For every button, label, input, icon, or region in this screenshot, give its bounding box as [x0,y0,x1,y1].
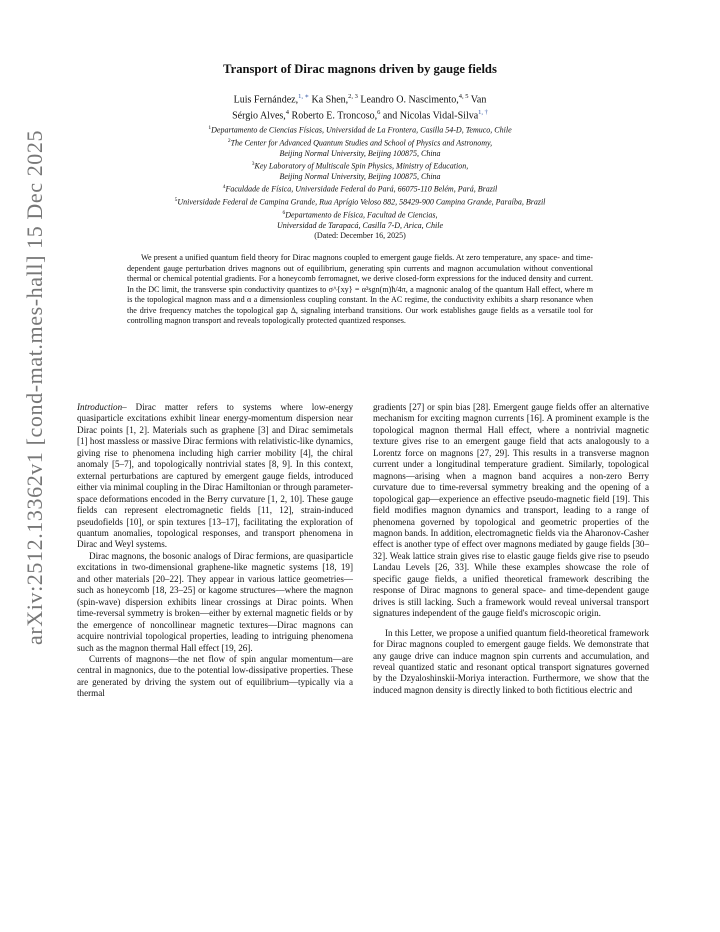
affiliation-line: $^5$Universidade Federal de Campina Grande, Rua Aprígio Veloso 882, 58429-900 Campina Grande, Paraíba, Brazil [174,196,546,207]
date-line: (Dated: December 16, 2025) [314,230,406,240]
author-name: Ka Shen, [309,94,349,106]
section-label: Introduction– [77,402,127,412]
right-column [373,402,649,696]
paragraph: gradients [27] or spin bias [28]. Emergent gauge fields offer an alternative mechanism for exciting magnon currents [16]. A prominent example is the topological magnon thermal Hall effect, where a nontrivial magnetic texture gives rise to an emergent gauge field that acts analogously to a Lorentz force on magnons [27, 29]. This results in a transverse magnon current under a longitudinal temperature gradient. Similarly, topological magnons—arising when a magnon band acquires a non-zero Berry curvature due to time-reversal symmetry breaking and the opening of a topological gap—experience an effective pseudo-magnetic field [19]. This field modifies magnon dynamics and transport, leading to a range of phenomena governed by topological and geometric properties of the magnon bands. In addition, electromagnetic fields via the Aharonov-Casher effect is another type of effect over magnons mediated by gauge fields [30–32]. Weak lattice strain gives rise to elastic gauge fields give rise to pseudo Landau Levels [26, 33]. While these examples showcase the role of specific gauge fields, a unified theoretical framework describing the response of Dirac magnons to general space- and time-dependent gauge drives is still lacking. Such a framework would reveal universal transport signatures independent of the gauge field's microscopic origin. [373,402,649,619]
abstract: We present a unified quantum field theory for Dirac magnons coupled to emergent gauge fields. At zero temperature, any space- and time-dependent gauge perturbation drives magnons out of equilibrium, generating spin currents and magnon accumulation without conventional thermal or chemical potential gradients. For a honeycomb ferromagnet, we derive closed-form expressions for the induced density and current. In the DC limit, the transverse spin conductivity quantizes to σ^{xy} = α²sgn(m)ħ/4π, a magnonic analog of the quantum Hall effect, where m is the topological magnon mass and α a dimensionless coupling constant. In the AC regime, the conductivity exhibits a sharp resonance when the drive frequency matches the topological gap Δ, signaling interband transitions. Our work establishes gauge fields as a versatile tool for controlling magnon transport and reveals topologically protected quantized responses. [127,253,593,325]
author-affil-mark: 1, ∗ [298,93,309,100]
paragraph: Dirac magnons, the bosonic analogs of Dirac fermions, are quasiparticle excitations in two-dimensional graphene-like magnetic systems [18, 19] and other materials [20–22]. They appear in various lattice geometries—such as honeycomb [18, 23–25] or kagome structures—where the magnon (spin-wave) dispersion exhibits linear crossings at Dirac points. When time-reversal symmetry is broken—either by external magnetic fields or by the emergence of noncollinear magnetic textures—Dirac magnons can acquire nontrivial topological properties, leading to intriguing phenomena such as the magnon thermal Hall effect [19, 26]. [77,550,353,653]
affiliation-line: $^4$Faculdade de Física, Universidade Federal do Pará, 66075-110 Belém, Pará, Brazil [222,183,498,194]
author-name: Luis Fernández, [233,94,299,106]
paragraph: Currents of magnons—the net flow of spin angular momentum—are central in magnonics, due to the potential low-dissipative properties. These are generated by driving the system out of equilibrium—typically via a thermal [77,653,353,699]
affiliation-line: $^3$Key Laboratory of Multiscale Spin Physics, Ministry of Education, [251,160,469,171]
author-name: Sérgio Alves, [232,110,286,122]
paragraph [77,402,353,551]
author-name: Roberto E. Troncoso, [289,110,378,122]
paragraph: In this Letter, we propose a unified quantum field-theoretical framework for Dirac magnons coupled to emergent gauge fields. We demonstrate that any gauge drive can induce magnon spin currents and accumulation, and reveal quantized static and resonant optical transport signatures governed by the Dzyaloshinskii-Moriya interaction. Furthermore, we show that the induced magnon density is directly linked to both fictitious electric and [373,627,649,695]
author-affil-mark: 6 [377,109,381,117]
author-affil-mark: 4, 5 [458,93,469,100]
left-column [77,402,353,700]
affiliation-line: Beijing Normal University, Beijing 100875, China [279,171,441,181]
affiliation-line: $^2$The Center for Advanced Quantum Studies and School of Physics and Astronomy, [227,137,493,148]
paper-title: Transport of Dirac magnons driven by gauge fields [223,62,497,76]
affiliation-block [70,123,650,241]
author-affil-mark: 2, 3 [348,93,358,100]
author-affil-mark: 4 [285,109,290,117]
author-name: Van [468,94,487,106]
paragraph-text: Dirac matter refers to systems where low-energy quasiparticle excitations exhibit linear energy-momentum dispersion near Dirac points [1, 2]. Materials such as graphene [3] and Dirac semimetals [1] host massless or massive Dirac fermions with relativistic-like dynamics, giving rise to phenomena including high carrier mobility [4], the chiral anomaly [5–7], and topologically nontrivial states [8, 9]. In this context, external perturbations are captured by emergent gauge fields, introduced either via minimal coupling in the Dirac Hamiltonian or through parameter-space deformations encoded in the Berry curvature [1, 2, 10]. These gauge fields can represent electromagnetic fields [11, 12], strain-induced pseudofields [10], or spin textures [13–17], facilitating the exploration of quantum anomalies, topological responses, and transport phenomena in Dirac and Weyl systems. [77,402,353,550]
author-affil-mark: 1, † [478,109,488,117]
affiliation-line: $^1$Departamento de Ciencias Físicas, Universidad de La Frontera, Casilla 54-D, Temuco, Chile [208,125,512,135]
affiliation-line: $^6$Departamento de Física, Facultad de Ciencias, [282,209,438,220]
author-name: Leandro O. Nascimento, [357,94,459,106]
author-name: and Nicolas Vidal-Silva [380,110,479,122]
affiliation-line: Beijing Normal University, Beijing 100875, China [279,148,441,158]
affiliation-line: Universidad de Tarapacá, Casilla 7-D, Arica, Chile [277,220,443,230]
arxiv-identifier: arXiv:2512.13362v1 [cond-mat.mes-hall] 15 Dec 2025 [22,129,47,645]
author-list [130,90,590,123]
